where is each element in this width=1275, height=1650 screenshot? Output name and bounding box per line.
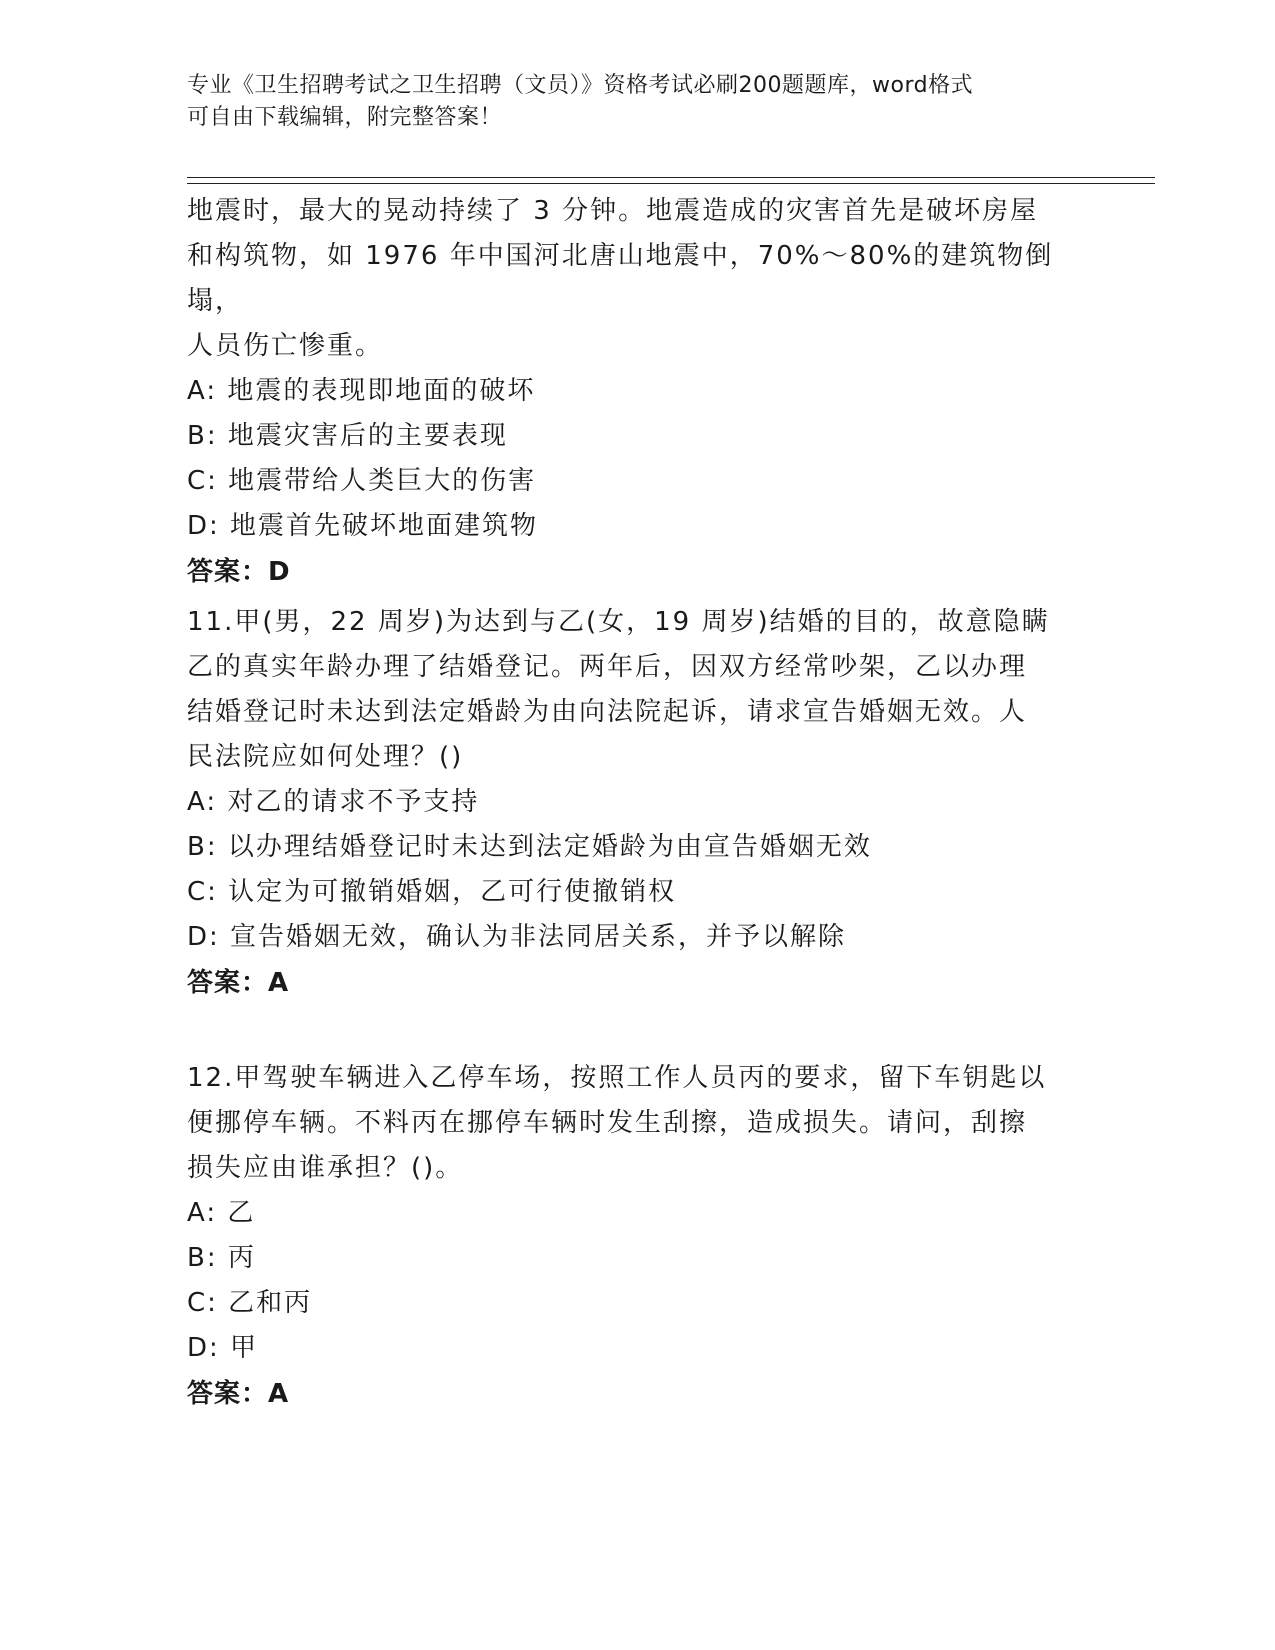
answer-label: 答案：A (187, 1379, 290, 1409)
question-stem-line: 便挪停车辆。不料丙在挪停车辆时发生刮擦，造成损失。请问，刮擦 (187, 1108, 1028, 1138)
option-d: D: 甲 (187, 1333, 259, 1363)
header-line-2: 可自由下载编辑，附完整答案！ (187, 105, 503, 130)
question-stem-line: 12.甲驾驶车辆进入乙停车场，按照工作人员丙的要求，留下车钥匙以 (187, 1063, 1047, 1093)
option-b: B: 以办理结婚登记时未达到法定婚龄为由宣告婚姻无效 (187, 832, 872, 862)
option-a: A: 乙 (187, 1198, 256, 1228)
header-divider-bottom (187, 183, 1155, 184)
option-c: C: 认定为可撤销婚姻，乙可行使撤销权 (187, 877, 677, 907)
question-12 (187, 1056, 1087, 1417)
option-c: C: 乙和丙 (187, 1288, 313, 1318)
option-d: D: 地震首先破坏地面建筑物 (187, 511, 539, 541)
option-c: C: 地震带给人类巨大的伤害 (187, 466, 537, 496)
answer-label: 答案：D (187, 557, 291, 587)
question-stem-line: 和构筑物，如 1976 年中国河北唐山地震中，70%～80%的建筑物倒塌， (187, 241, 1054, 316)
question-stem-line: 民法院应如何处理？() (187, 742, 464, 772)
option-b: B: 地震灾害后的主要表现 (187, 421, 508, 451)
option-a: A: 地震的表现即地面的破坏 (187, 376, 536, 406)
question-11 (187, 600, 1087, 1006)
question-stem-line: 乙的真实年龄办理了结婚登记。两年后，因双方经常吵架，乙以办理 (187, 652, 1028, 682)
question-stem-line: 11.甲(男，22 周岁)为达到与乙(女，19 周岁)结婚的目的，故意隐瞒 (187, 607, 1050, 637)
option-d: D: 宣告婚姻无效，确认为非法同居关系，并予以解除 (187, 922, 847, 952)
question-stem-line: 损失应由谁承担？()。 (187, 1153, 464, 1183)
header-divider-top (187, 177, 1155, 178)
option-a: A: 对乙的请求不予支持 (187, 787, 480, 817)
question-stem-line: 地震时，最大的晃动持续了 3 分钟。地震造成的灾害首先是破坏房屋 (187, 196, 1039, 226)
question-stem-line: 人员伤亡惨重。 (187, 331, 384, 361)
option-b: B: 丙 (187, 1243, 256, 1273)
answer-label: 答案：A (187, 968, 290, 998)
header-line-1: 专业《卫生招聘考试之卫生招聘（文员）》资格考试必刷200题题库，word格式 (187, 73, 974, 98)
document-header (187, 70, 1067, 134)
question-10 (187, 189, 1087, 595)
question-stem-line: 结婚登记时未达到法定婚龄为由向法院起诉，请求宣告婚姻无效。人 (187, 697, 1028, 727)
